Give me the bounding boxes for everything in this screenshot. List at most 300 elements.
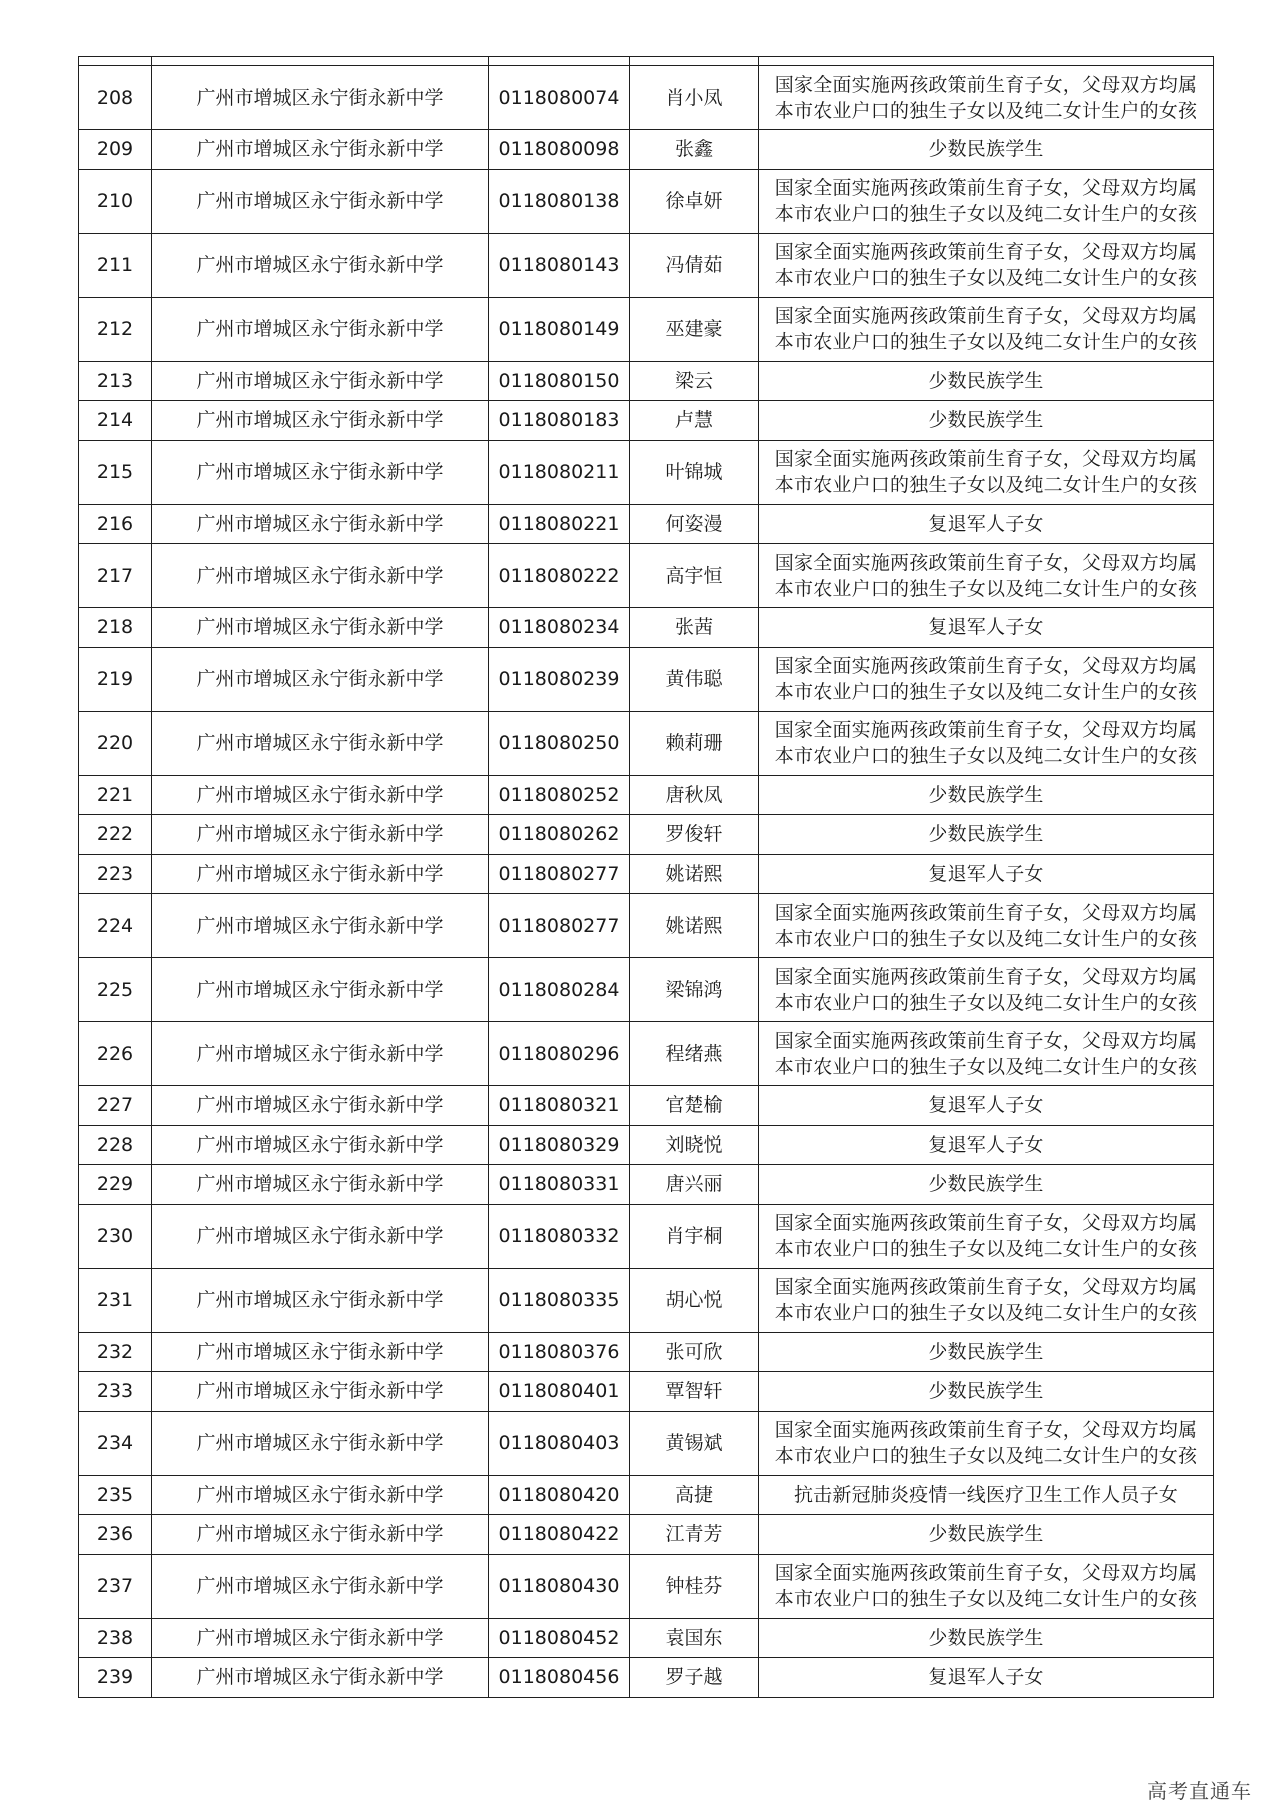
school-name: 广州市增城区永宁街永新中学 xyxy=(196,1575,444,1597)
row-number: 225 xyxy=(96,978,134,1001)
student-id: 0118080138 xyxy=(498,190,620,212)
table-row xyxy=(79,1411,1214,1475)
row-number-cell xyxy=(79,361,152,401)
school-name-cell xyxy=(152,440,489,504)
preference-category-cell xyxy=(759,711,1214,775)
table-row xyxy=(79,775,1214,815)
school-name: 广州市增城区永宁街永新中学 xyxy=(196,862,444,885)
row-number-cell xyxy=(79,1658,152,1698)
student-name: 程绪燕 xyxy=(665,1042,723,1065)
student-name-cell xyxy=(630,504,759,544)
row-number-cell xyxy=(79,775,152,815)
school-name-cell xyxy=(152,401,489,441)
student-id-cell xyxy=(489,854,630,894)
school-name-cell xyxy=(152,1165,489,1205)
student-id-cell xyxy=(489,1204,630,1268)
student-name: 江青芳 xyxy=(665,1523,723,1546)
student-id-cell xyxy=(489,1268,630,1332)
school-name: 广州市增城区永宁街永新中学 xyxy=(196,1094,444,1117)
student-id: 0118080239 xyxy=(498,668,620,690)
school-name: 广州市增城区永宁街永新中学 xyxy=(196,978,444,1001)
school-name: 广州市增城区永宁街永新中学 xyxy=(196,783,444,806)
student-name: 胡心悦 xyxy=(665,1289,723,1311)
table-row xyxy=(79,440,1214,504)
student-id-cell xyxy=(489,1475,630,1515)
preference-category: 国家全面实施两孩政策前生育子女，父母双方均属本市农业户口的独生子女以及纯二女计生户的女孩 xyxy=(774,241,1198,289)
student-name-cell xyxy=(630,1658,759,1698)
student-name: 张茜 xyxy=(674,616,713,639)
student-name-cell xyxy=(630,544,759,608)
row-number-cell xyxy=(79,1125,152,1165)
student-id-cell xyxy=(489,894,630,958)
table-row xyxy=(79,1658,1214,1698)
preference-category: 国家全面实施两孩政策前生育子女，父母双方均属本市农业户口的独生子女以及纯二女计生户的女孩 xyxy=(774,177,1198,225)
school-name-cell xyxy=(152,504,489,544)
school-name: 广州市增城区永宁街永新中学 xyxy=(196,1523,444,1546)
student-id-cell xyxy=(489,1086,630,1126)
student-id: 0118080331 xyxy=(498,1173,620,1196)
preference-category: 复退军人子女 xyxy=(928,1666,1044,1689)
table-row xyxy=(79,854,1214,894)
student-name-cell xyxy=(630,1554,759,1618)
table-row xyxy=(79,1332,1214,1372)
table-row xyxy=(79,894,1214,958)
school-name-cell xyxy=(152,1658,489,1698)
preference-category-cell xyxy=(759,1411,1214,1475)
school-name-cell xyxy=(152,1554,489,1618)
preference-category-cell xyxy=(759,1022,1214,1086)
student-id-cell xyxy=(489,815,630,855)
student-id: 0118080452 xyxy=(498,1626,620,1649)
table-top-stub xyxy=(79,57,1214,66)
table-row xyxy=(79,361,1214,401)
watermark-text: 高考直通车 xyxy=(1147,1779,1252,1803)
row-number-cell xyxy=(79,1086,152,1126)
school-name: 广州市增城区永宁街永新中学 xyxy=(196,1432,444,1454)
preference-category: 国家全面实施两孩政策前生育子女，父母双方均属本市农业户口的独生子女以及纯二女计生户的女孩 xyxy=(774,1276,1198,1324)
student-name: 姚诺熙 xyxy=(665,862,723,885)
student-name-cell xyxy=(630,1204,759,1268)
preference-category-cell xyxy=(759,401,1214,441)
school-name: 广州市增城区永宁街永新中学 xyxy=(196,823,444,846)
student-name: 黄锡斌 xyxy=(665,1432,723,1454)
student-name-cell xyxy=(630,1411,759,1475)
preference-category-cell xyxy=(759,130,1214,170)
row-number: 238 xyxy=(96,1626,134,1649)
row-number: 211 xyxy=(96,254,134,276)
student-id-cell xyxy=(489,361,630,401)
student-id-cell xyxy=(489,1515,630,1555)
student-name-cell xyxy=(630,1125,759,1165)
student-name: 肖小凤 xyxy=(665,86,723,109)
student-name: 冯倩茹 xyxy=(665,254,723,276)
table-row xyxy=(79,1554,1214,1618)
school-name-cell xyxy=(152,1372,489,1412)
row-number-cell xyxy=(79,1332,152,1372)
row-number-cell xyxy=(79,1204,152,1268)
row-number: 219 xyxy=(96,668,134,690)
student-name: 梁云 xyxy=(674,369,713,392)
preference-category: 国家全面实施两孩政策前生育子女，父母双方均属本市农业户口的独生子女以及纯二女计生户的女孩 xyxy=(774,551,1198,600)
student-name: 何姿漫 xyxy=(665,512,723,535)
student-name: 罗俊轩 xyxy=(665,823,723,846)
row-number: 231 xyxy=(96,1289,134,1311)
table-row xyxy=(79,958,1214,1022)
student-id: 0118080420 xyxy=(498,1483,620,1506)
preference-category: 国家全面实施两孩政策前生育子女，父母双方均属本市农业户口的独生子女以及纯二女计生户的女孩 xyxy=(774,73,1198,122)
student-name: 官楚榆 xyxy=(665,1094,723,1117)
row-number: 208 xyxy=(96,86,134,109)
student-name-cell xyxy=(630,711,759,775)
preference-category-cell xyxy=(759,544,1214,608)
row-number: 212 xyxy=(96,318,134,340)
school-name: 广州市增城区永宁街永新中学 xyxy=(196,409,444,432)
school-name-cell xyxy=(152,647,489,711)
preference-category-cell xyxy=(759,1332,1214,1372)
school-name-cell xyxy=(152,544,489,608)
row-number: 218 xyxy=(96,616,134,639)
preference-category-cell xyxy=(759,894,1214,958)
preference-category: 复退军人子女 xyxy=(928,616,1044,639)
preference-category-cell xyxy=(759,608,1214,648)
row-number-cell xyxy=(79,711,152,775)
student-id-cell xyxy=(489,130,630,170)
school-name-cell xyxy=(152,169,489,233)
school-name: 广州市增城区永宁街永新中学 xyxy=(196,1173,444,1196)
school-name: 广州市增城区永宁街永新中学 xyxy=(196,1289,444,1311)
student-id-cell xyxy=(489,1658,630,1698)
student-id: 0118080150 xyxy=(498,369,620,392)
preference-category: 少数民族学生 xyxy=(928,369,1044,392)
row-number: 228 xyxy=(96,1133,134,1156)
student-name-cell xyxy=(630,1372,759,1412)
student-id-cell xyxy=(489,1618,630,1658)
row-number: 216 xyxy=(96,512,134,535)
row-number-cell xyxy=(79,66,152,130)
row-number-cell xyxy=(79,130,152,170)
student-id: 0118080284 xyxy=(498,978,620,1001)
preference-category: 复退军人子女 xyxy=(928,1094,1044,1117)
preference-category: 国家全面实施两孩政策前生育子女，父母双方均属本市农业户口的独生子女以及纯二女计生户的女孩 xyxy=(774,448,1198,496)
student-name: 肖宇桐 xyxy=(665,1225,723,1247)
student-id-cell xyxy=(489,544,630,608)
preference-category: 国家全面实施两孩政策前生育子女，父母双方均属本市农业户口的独生子女以及纯二女计生户的女孩 xyxy=(774,1419,1198,1467)
student-name: 刘晓悦 xyxy=(665,1133,723,1156)
row-number-cell xyxy=(79,297,152,361)
school-name-cell xyxy=(152,1086,489,1126)
school-name: 广州市增城区永宁街永新中学 xyxy=(196,512,444,535)
student-name: 高捷 xyxy=(674,1483,713,1506)
student-name-cell xyxy=(630,1022,759,1086)
school-name-cell xyxy=(152,815,489,855)
row-number: 221 xyxy=(96,783,134,806)
table-row xyxy=(79,1268,1214,1332)
school-name-cell xyxy=(152,1204,489,1268)
school-name: 广州市增城区永宁街永新中学 xyxy=(196,1133,444,1156)
student-id: 0118080221 xyxy=(498,512,620,535)
row-number-cell xyxy=(79,1618,152,1658)
student-id-cell xyxy=(489,958,630,1022)
student-name-cell xyxy=(630,1165,759,1205)
student-name: 罗子越 xyxy=(665,1666,723,1689)
student-name-cell xyxy=(630,1332,759,1372)
preference-category-cell xyxy=(759,815,1214,855)
table-row xyxy=(79,1618,1214,1658)
preference-category: 国家全面实施两孩政策前生育子女，父母双方均属本市农业户口的独生子女以及纯二女计生户的女孩 xyxy=(774,305,1198,353)
student-name-cell xyxy=(630,1618,759,1658)
school-name: 广州市增城区永宁街永新中学 xyxy=(196,914,444,937)
preference-category-cell xyxy=(759,440,1214,504)
row-number: 220 xyxy=(96,732,134,754)
student-name-cell xyxy=(630,130,759,170)
student-id-cell xyxy=(489,1125,630,1165)
preference-category-cell xyxy=(759,1268,1214,1332)
student-id-cell xyxy=(489,169,630,233)
preference-category-cell xyxy=(759,647,1214,711)
student-id-cell xyxy=(489,297,630,361)
preference-category-cell xyxy=(759,1165,1214,1205)
school-name: 广州市增城区永宁街永新中学 xyxy=(196,254,444,276)
student-id: 0118080296 xyxy=(498,1042,620,1065)
student-name: 巫建豪 xyxy=(665,318,723,340)
student-id: 0118080329 xyxy=(498,1133,620,1156)
preference-category: 少数民族学生 xyxy=(928,1380,1044,1403)
school-name: 广州市增城区永宁街永新中学 xyxy=(196,1225,444,1247)
school-name-cell xyxy=(152,1411,489,1475)
preference-category: 少数民族学生 xyxy=(928,1340,1044,1363)
student-id: 0118080335 xyxy=(498,1289,620,1311)
student-name: 唐兴丽 xyxy=(665,1173,723,1196)
row-number-cell xyxy=(79,1411,152,1475)
school-name-cell xyxy=(152,1022,489,1086)
student-id-cell xyxy=(489,775,630,815)
school-name-cell xyxy=(152,608,489,648)
student-id: 0118080149 xyxy=(498,318,620,340)
school-name-cell xyxy=(152,297,489,361)
row-number-cell xyxy=(79,401,152,441)
preference-category: 少数民族学生 xyxy=(928,823,1044,846)
student-id: 0118080422 xyxy=(498,1523,620,1546)
row-number: 210 xyxy=(96,190,134,212)
school-name: 广州市增城区永宁街永新中学 xyxy=(196,318,444,340)
table-row xyxy=(79,66,1214,130)
student-name-cell xyxy=(630,815,759,855)
table-row xyxy=(79,1204,1214,1268)
student-id-cell xyxy=(489,504,630,544)
student-name: 黄伟聪 xyxy=(665,668,723,690)
row-number-cell xyxy=(79,1515,152,1555)
school-name-cell xyxy=(152,711,489,775)
student-name: 姚诺熙 xyxy=(665,914,723,937)
student-name-cell xyxy=(630,1268,759,1332)
row-number: 234 xyxy=(96,1432,134,1454)
preference-category: 国家全面实施两孩政策前生育子女，父母双方均属本市农业户口的独生子女以及纯二女计生户的女孩 xyxy=(774,965,1198,1014)
student-id: 0118080321 xyxy=(498,1094,620,1117)
table-row xyxy=(79,815,1214,855)
preference-category: 复退军人子女 xyxy=(928,1133,1044,1156)
school-name-cell xyxy=(152,1618,489,1658)
row-number-cell xyxy=(79,1022,152,1086)
school-name-cell xyxy=(152,1125,489,1165)
preference-category: 少数民族学生 xyxy=(928,138,1044,161)
student-table-body xyxy=(79,57,1214,1698)
student-id: 0118080277 xyxy=(498,862,620,885)
row-number-cell xyxy=(79,647,152,711)
student-id: 0118080222 xyxy=(498,564,620,587)
row-number-cell xyxy=(79,1475,152,1515)
preference-category-cell xyxy=(759,1618,1214,1658)
document-sheet xyxy=(78,56,1208,1698)
student-name: 钟桂芬 xyxy=(665,1575,723,1597)
student-name-cell xyxy=(630,647,759,711)
table-row xyxy=(79,647,1214,711)
student-id: 0118080332 xyxy=(498,1225,620,1247)
preference-category-cell xyxy=(759,66,1214,130)
row-number-cell xyxy=(79,440,152,504)
row-number-cell xyxy=(79,544,152,608)
student-id-cell xyxy=(489,608,630,648)
student-name: 高宇恒 xyxy=(665,564,723,587)
student-id: 0118080277 xyxy=(498,914,620,937)
preference-category: 少数民族学生 xyxy=(928,783,1044,806)
table-row xyxy=(79,233,1214,297)
preference-category: 国家全面实施两孩政策前生育子女，父母双方均属本市农业户口的独生子女以及纯二女计生户的女孩 xyxy=(774,1029,1198,1078)
school-name: 广州市增城区永宁街永新中学 xyxy=(196,564,444,587)
preference-category: 少数民族学生 xyxy=(928,1523,1044,1546)
preference-category-cell xyxy=(759,1554,1214,1618)
preference-category: 国家全面实施两孩政策前生育子女，父母双方均属本市农业户口的独生子女以及纯二女计生户的女孩 xyxy=(774,1212,1198,1260)
table-row xyxy=(79,711,1214,775)
row-number: 232 xyxy=(96,1340,134,1363)
student-id-cell xyxy=(489,1165,630,1205)
table-row xyxy=(79,1086,1214,1126)
student-name: 梁锦鸿 xyxy=(665,978,723,1001)
student-name: 赖莉珊 xyxy=(665,732,723,754)
school-name-cell xyxy=(152,1475,489,1515)
row-number-cell xyxy=(79,854,152,894)
row-number: 224 xyxy=(96,914,134,937)
student-name: 徐卓妍 xyxy=(665,190,723,212)
school-name: 广州市增城区永宁街永新中学 xyxy=(196,1340,444,1363)
preference-category: 少数民族学生 xyxy=(928,409,1044,432)
preference-category-cell xyxy=(759,958,1214,1022)
school-name-cell xyxy=(152,233,489,297)
preference-category: 少数民族学生 xyxy=(928,1626,1044,1649)
school-name-cell xyxy=(152,361,489,401)
school-name: 广州市增城区永宁街永新中学 xyxy=(196,369,444,392)
student-id-cell xyxy=(489,1022,630,1086)
preference-category-cell xyxy=(759,1515,1214,1555)
row-number-cell xyxy=(79,1165,152,1205)
student-id-cell xyxy=(489,401,630,441)
preference-category-cell xyxy=(759,233,1214,297)
student-id: 0118080252 xyxy=(498,783,620,806)
student-name-cell xyxy=(630,775,759,815)
school-name-cell xyxy=(152,66,489,130)
student-name: 覃智轩 xyxy=(665,1380,723,1403)
preference-category-cell xyxy=(759,169,1214,233)
preference-category-cell xyxy=(759,1086,1214,1126)
school-name-cell xyxy=(152,130,489,170)
school-name: 广州市增城区永宁街永新中学 xyxy=(196,1666,444,1689)
row-number: 239 xyxy=(96,1666,134,1689)
table-row xyxy=(79,608,1214,648)
preference-category: 国家全面实施两孩政策前生育子女，父母双方均属本市农业户口的独生子女以及纯二女计生户的女孩 xyxy=(774,655,1198,703)
school-name: 广州市增城区永宁街永新中学 xyxy=(196,461,444,483)
table-row xyxy=(79,401,1214,441)
preference-category: 国家全面实施两孩政策前生育子女，父母双方均属本市农业户口的独生子女以及纯二女计生户的女孩 xyxy=(774,719,1198,767)
student-name-cell xyxy=(630,361,759,401)
student-id-cell xyxy=(489,647,630,711)
row-number: 236 xyxy=(96,1523,134,1546)
school-name: 广州市增城区永宁街永新中学 xyxy=(196,1380,444,1403)
school-name-cell xyxy=(152,1515,489,1555)
student-id-cell xyxy=(489,1554,630,1618)
row-number: 222 xyxy=(96,823,134,846)
school-name: 广州市增城区永宁街永新中学 xyxy=(196,732,444,754)
row-number-cell xyxy=(79,1268,152,1332)
row-number: 223 xyxy=(96,862,134,885)
student-id: 0118080211 xyxy=(498,461,620,483)
student-name: 张鑫 xyxy=(674,138,713,161)
student-name: 袁国东 xyxy=(665,1626,723,1649)
row-number-cell xyxy=(79,608,152,648)
table-row xyxy=(79,1125,1214,1165)
preference-category-cell xyxy=(759,1475,1214,1515)
row-number: 227 xyxy=(96,1094,134,1117)
preference-category-cell xyxy=(759,1658,1214,1698)
preference-category: 国家全面实施两孩政策前生育子女，父母双方均属本市农业户口的独生子女以及纯二女计生户的女孩 xyxy=(774,1562,1198,1610)
student-name-cell xyxy=(630,169,759,233)
student-id-cell xyxy=(489,711,630,775)
preference-category-cell xyxy=(759,1204,1214,1268)
school-name: 广州市增城区永宁街永新中学 xyxy=(196,1626,444,1649)
student-name-cell xyxy=(630,1086,759,1126)
school-name: 广州市增城区永宁街永新中学 xyxy=(196,616,444,639)
row-number: 214 xyxy=(96,409,134,432)
preference-category-cell xyxy=(759,297,1214,361)
student-id-cell xyxy=(489,440,630,504)
student-id: 0118080143 xyxy=(498,254,620,276)
student-name-cell xyxy=(630,894,759,958)
student-id-cell xyxy=(489,1372,630,1412)
student-name-cell xyxy=(630,233,759,297)
row-number-cell xyxy=(79,894,152,958)
table-row xyxy=(79,130,1214,170)
preference-category: 少数民族学生 xyxy=(928,1173,1044,1196)
school-name-cell xyxy=(152,854,489,894)
school-name-cell xyxy=(152,1332,489,1372)
school-name-cell xyxy=(152,958,489,1022)
table-row xyxy=(79,1022,1214,1086)
row-number: 237 xyxy=(96,1575,134,1597)
school-name-cell xyxy=(152,1268,489,1332)
preference-category-cell xyxy=(759,775,1214,815)
student-id: 0118080262 xyxy=(498,823,620,846)
student-name-cell xyxy=(630,608,759,648)
student-id-cell xyxy=(489,233,630,297)
student-name: 叶锦城 xyxy=(665,461,723,483)
student-table xyxy=(78,56,1214,1698)
student-id-cell xyxy=(489,66,630,130)
row-number: 226 xyxy=(96,1042,134,1065)
student-name-cell xyxy=(630,440,759,504)
student-id: 0118080250 xyxy=(498,732,620,754)
row-number: 230 xyxy=(96,1225,134,1247)
student-id-cell xyxy=(489,1411,630,1475)
student-name-cell xyxy=(630,1475,759,1515)
row-number: 217 xyxy=(96,564,134,587)
